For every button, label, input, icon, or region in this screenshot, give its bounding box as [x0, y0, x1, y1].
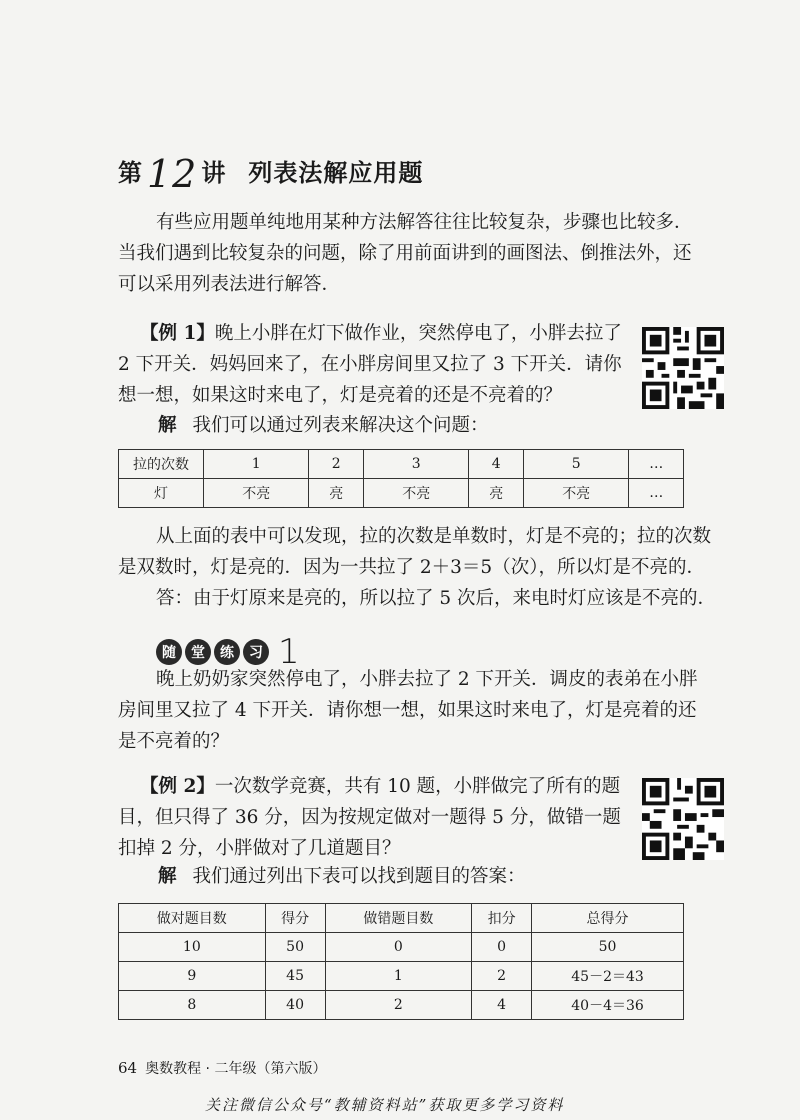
lecture-prefix: 第 [118, 158, 143, 187]
table-row [119, 933, 684, 962]
table-cell: 50 [265, 933, 325, 962]
example1-answer: 答：由于灯原来是亮的，所以拉了 5 次后，来电时灯应该是不亮的． [156, 588, 717, 609]
book-title: 奥数教程 · 二年级（第六版） [145, 1061, 327, 1077]
table-cell: 0 [472, 933, 532, 962]
table-cell: 8 [119, 991, 266, 1020]
table-cell: 5 [523, 450, 628, 479]
table-cell: 得分 [265, 904, 325, 933]
table-cell: 2 [472, 962, 532, 991]
example1-analysis-line1: 从上面的表中可以发现，拉的次数是单数时，灯是不亮的；拉的次数 [156, 526, 712, 547]
table-cell: 1 [325, 962, 472, 991]
table-cell: 扣分 [472, 904, 532, 933]
table-row [119, 991, 684, 1020]
table-cell: 45 [265, 962, 325, 991]
watermark-text: 关注微信公众号“教辅资料站”获取更多学习资料 [205, 1096, 565, 1114]
table-cell: 1 [204, 450, 309, 479]
table-cell: 做对题目数 [119, 904, 266, 933]
example2-table [118, 903, 684, 1020]
table-cell: 3 [363, 450, 468, 479]
table-cell: 4 [472, 991, 532, 1020]
table-cell: 50 [532, 933, 684, 962]
solution-label: 解 [158, 866, 177, 887]
lecture-number: 12 [147, 152, 198, 196]
example1-text: 晚上小胖在灯下做作业，突然停电了，小胖去拉了 2 下开关．妈妈回来了，在小胖房间里又拉了 3 下开关．请你想一想，如果这时来电了，灯是亮着的还是不亮着的？ [118, 323, 622, 406]
table-cell: 2 [309, 450, 364, 479]
table-cell: 不亮 [204, 479, 309, 508]
table-cell: 10 [119, 933, 266, 962]
table-row [119, 450, 684, 479]
table-cell: 做错题目数 [325, 904, 472, 933]
solution-intro-text: 我们通过列出下表可以找到题目的答案： [192, 866, 526, 887]
example1-table [118, 449, 684, 508]
example2-tag: 【例 2】 [140, 776, 215, 797]
table-cell: … [629, 450, 684, 479]
practice-char: 随 [156, 639, 182, 665]
page-footer [118, 1058, 326, 1078]
table-cell: 9 [119, 962, 266, 991]
table-cell: 不亮 [523, 479, 628, 508]
table-cell: 45－2＝43 [532, 962, 684, 991]
solution-label: 解 [158, 415, 177, 436]
table-cell: 2 [325, 991, 472, 1020]
example1-analysis-line2: 是双数时，灯是亮的．因为一共拉了 2＋3＝5（次），所以灯是不亮的． [118, 557, 705, 578]
example2-solution-intro [118, 861, 698, 892]
lecture-name: 列表法解应用题 [248, 158, 424, 187]
example1-solution-intro [118, 410, 698, 441]
table-cell: 总得分 [532, 904, 684, 933]
table-cell: … [629, 479, 684, 508]
table-cell: 亮 [469, 479, 524, 508]
qr-code-icon [642, 778, 724, 860]
practice-number: 1 [278, 632, 300, 672]
lecture-suffix: 讲 [201, 158, 227, 187]
lecture-title [118, 152, 423, 196]
table-cell: 灯 [119, 479, 204, 508]
example2-question [118, 771, 628, 864]
intro-paragraph: 有些应用题单纯地用某种方法解答往往比较复杂，步骤也比较多．当我们遇到比较复杂的问题，除了用前面讲到的画图法、倒推法外，还可以采用列表法进行解答． [118, 212, 693, 295]
table-cell: 不亮 [363, 479, 468, 508]
example1-tag: 【例 1】 [140, 323, 215, 344]
example1-question [118, 318, 628, 411]
practice-text: 晚上奶奶家突然停电了，小胖去拉了 2 下开关．调皮的表弟在小胖房间里又拉了 4 下开关．请你想一想，如果这时来电了，灯是亮着的还是不亮着的？ [118, 669, 698, 752]
practice-char: 练 [214, 639, 240, 665]
table-cell: 40－4＝36 [532, 991, 684, 1020]
table-row [119, 962, 684, 991]
page-number: 64 [118, 1059, 138, 1077]
table-cell: 亮 [309, 479, 364, 508]
table-cell: 4 [469, 450, 524, 479]
practice-char: 堂 [185, 639, 211, 665]
solution-intro-text: 我们可以通过列表来解决这个问题： [192, 415, 489, 436]
table-cell: 0 [325, 933, 472, 962]
qr-code-icon [642, 327, 724, 409]
example2-text: 一次数学竞赛，共有 10 题，小胖做完了所有的题目，但只得了 36 分，因为按规定做对一题得 5 分，做错一题扣掉 2 分，小胖做对了几道题目？ [118, 776, 621, 859]
table-row [119, 904, 684, 933]
table-cell: 40 [265, 991, 325, 1020]
table-cell: 拉的次数 [119, 450, 204, 479]
table-row [119, 479, 684, 508]
practice-char: 习 [243, 639, 269, 665]
